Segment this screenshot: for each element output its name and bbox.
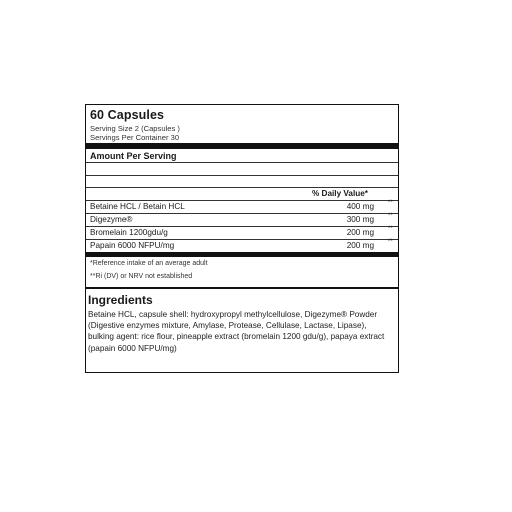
nutrient-name: Papain 6000 NFPU/mg bbox=[90, 241, 175, 250]
nutrient-amount: 200 mg bbox=[346, 228, 374, 237]
daily-value-mark: ** bbox=[388, 226, 393, 232]
divider bbox=[86, 187, 398, 188]
ingredients-heading: Ingredients bbox=[88, 293, 153, 307]
thick-divider bbox=[86, 252, 398, 257]
footnote-reference-intake: *Reference intake of an average adult bbox=[90, 260, 208, 267]
amount-per-serving-heading: Amount Per Serving bbox=[90, 151, 177, 161]
divider bbox=[86, 175, 398, 176]
table-row bbox=[86, 214, 398, 226]
nutrient-amount: 200 mg bbox=[346, 241, 374, 250]
divider bbox=[86, 162, 398, 163]
table-row bbox=[86, 201, 398, 213]
divider bbox=[86, 287, 398, 289]
daily-value-mark: ** bbox=[388, 213, 393, 219]
serving-size: Serving Size 2 (Capsules ) bbox=[90, 124, 180, 133]
daily-value-header: % Daily Value* bbox=[312, 189, 368, 198]
nutrient-name: Digezyme® bbox=[90, 215, 133, 224]
nutrient-amount: 300 mg bbox=[346, 215, 374, 224]
thick-divider bbox=[86, 143, 398, 149]
nutrient-name: Bromelain 1200gdu/g bbox=[90, 228, 168, 237]
table-row bbox=[86, 240, 398, 252]
supplement-facts-panel bbox=[85, 104, 399, 373]
servings-per-container: Servings Per Container 30 bbox=[90, 133, 180, 142]
nutrient-name: Betaine HCL / Betain HCL bbox=[90, 202, 185, 211]
table-row bbox=[86, 227, 398, 239]
ingredients-text: Betaine HCL, capsule shell: hydroxypropyl methylcellulose, Digezyme® Powder (Digestive enzymes mixture, Amylase, Protease, Cellulase, Lactase, Lipase), bulking agent: rice flour, pineapple extract (bromelain 1200 gdu/g), papaya extract (papain 6000 NFPU/mg) bbox=[88, 310, 385, 353]
nutrient-amount: 400 mg bbox=[346, 202, 374, 211]
daily-value-mark: ** bbox=[388, 200, 393, 206]
footnote-not-established: **Ri (DV) or NRV not established bbox=[90, 273, 193, 280]
capsule-count-title: 60 Capsules bbox=[90, 108, 165, 122]
daily-value-mark: ** bbox=[388, 239, 393, 245]
